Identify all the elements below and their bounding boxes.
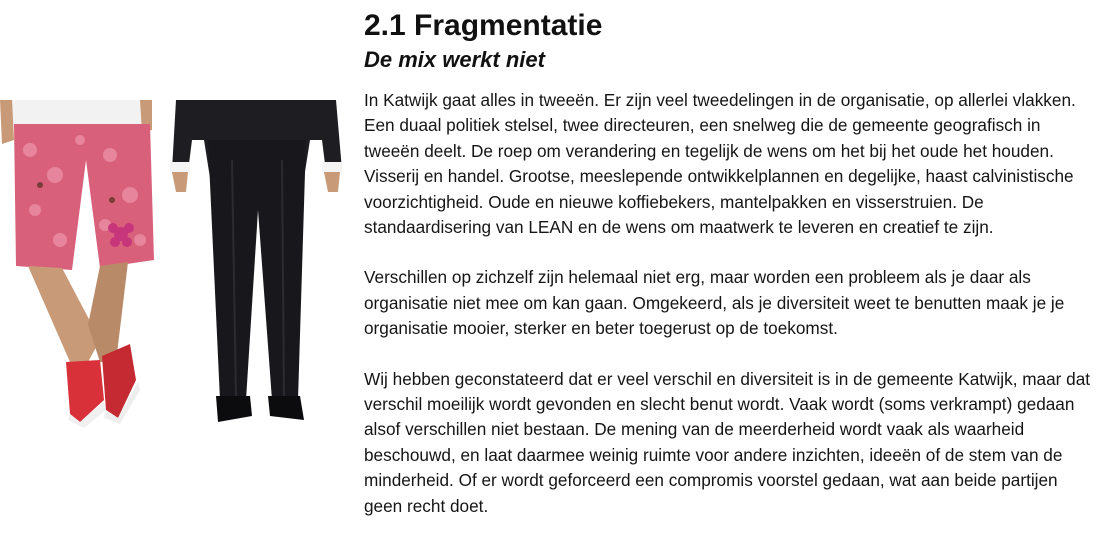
section-subtitle: De mix werkt niet (364, 47, 545, 72)
illustration-casual-vs-suit (0, 100, 350, 430)
casual-person-figure (0, 100, 154, 428)
section-title: 2.1 Fragmentatie (364, 9, 603, 42)
paragraph-3: Wij hebben geconstateerd dat er veel verschil en diversiteit is in de gemeente Katwijk, maar dat verschil moeilijk wordt gevonden en slecht benut wordt. Vaak wordt (soms verkrampt) gedaan alsof verschillen niet bestaan. De mening van de meerderheid wordt vaak als waarheid beschouwd, en laat daarmee weinig ruimte voor andere inzichten, ideeën of de stem van de minderheid. Of er wordt geforceerd een compromis voorstel gedaan, wat aan beide partijen geen recht doet. (364, 368, 1091, 516)
suit-person-figure (170, 100, 342, 422)
paragraph-1: In Katwijk gaat alles in tweeën. Er zijn veel tweedelingen in de organisatie, op allerlei vlakken. Een duaal politiek stelsel, twee directeuren, een snelweg die de gemeente geografisch in tweeën deelt. De roep om verandering en tegelijk de wens om het bij het oude het houden. Visserij en handel. Grootse, meeslepende ontwikkelplannen en degelijke, haast calvinistische voorzichtigheid. Oude en nieuwe koffiebekers, mantelpakken en visserstruien. De standaardisering van LEAN en de wens om maatwerk te leveren en creatief te zijn. (364, 90, 1076, 238)
section-content (364, 6, 1094, 544)
paragraph-2: Verschillen op zichzelf zijn helemaal niet erg, maar worden een probleem als je daar als organisatie niet mee om kan gaan. Omgekeerd, als je diversiteit weet te benutten maak je je organisatie mooier, sterker en beter toegerust op de toekomst. (364, 267, 1065, 339)
